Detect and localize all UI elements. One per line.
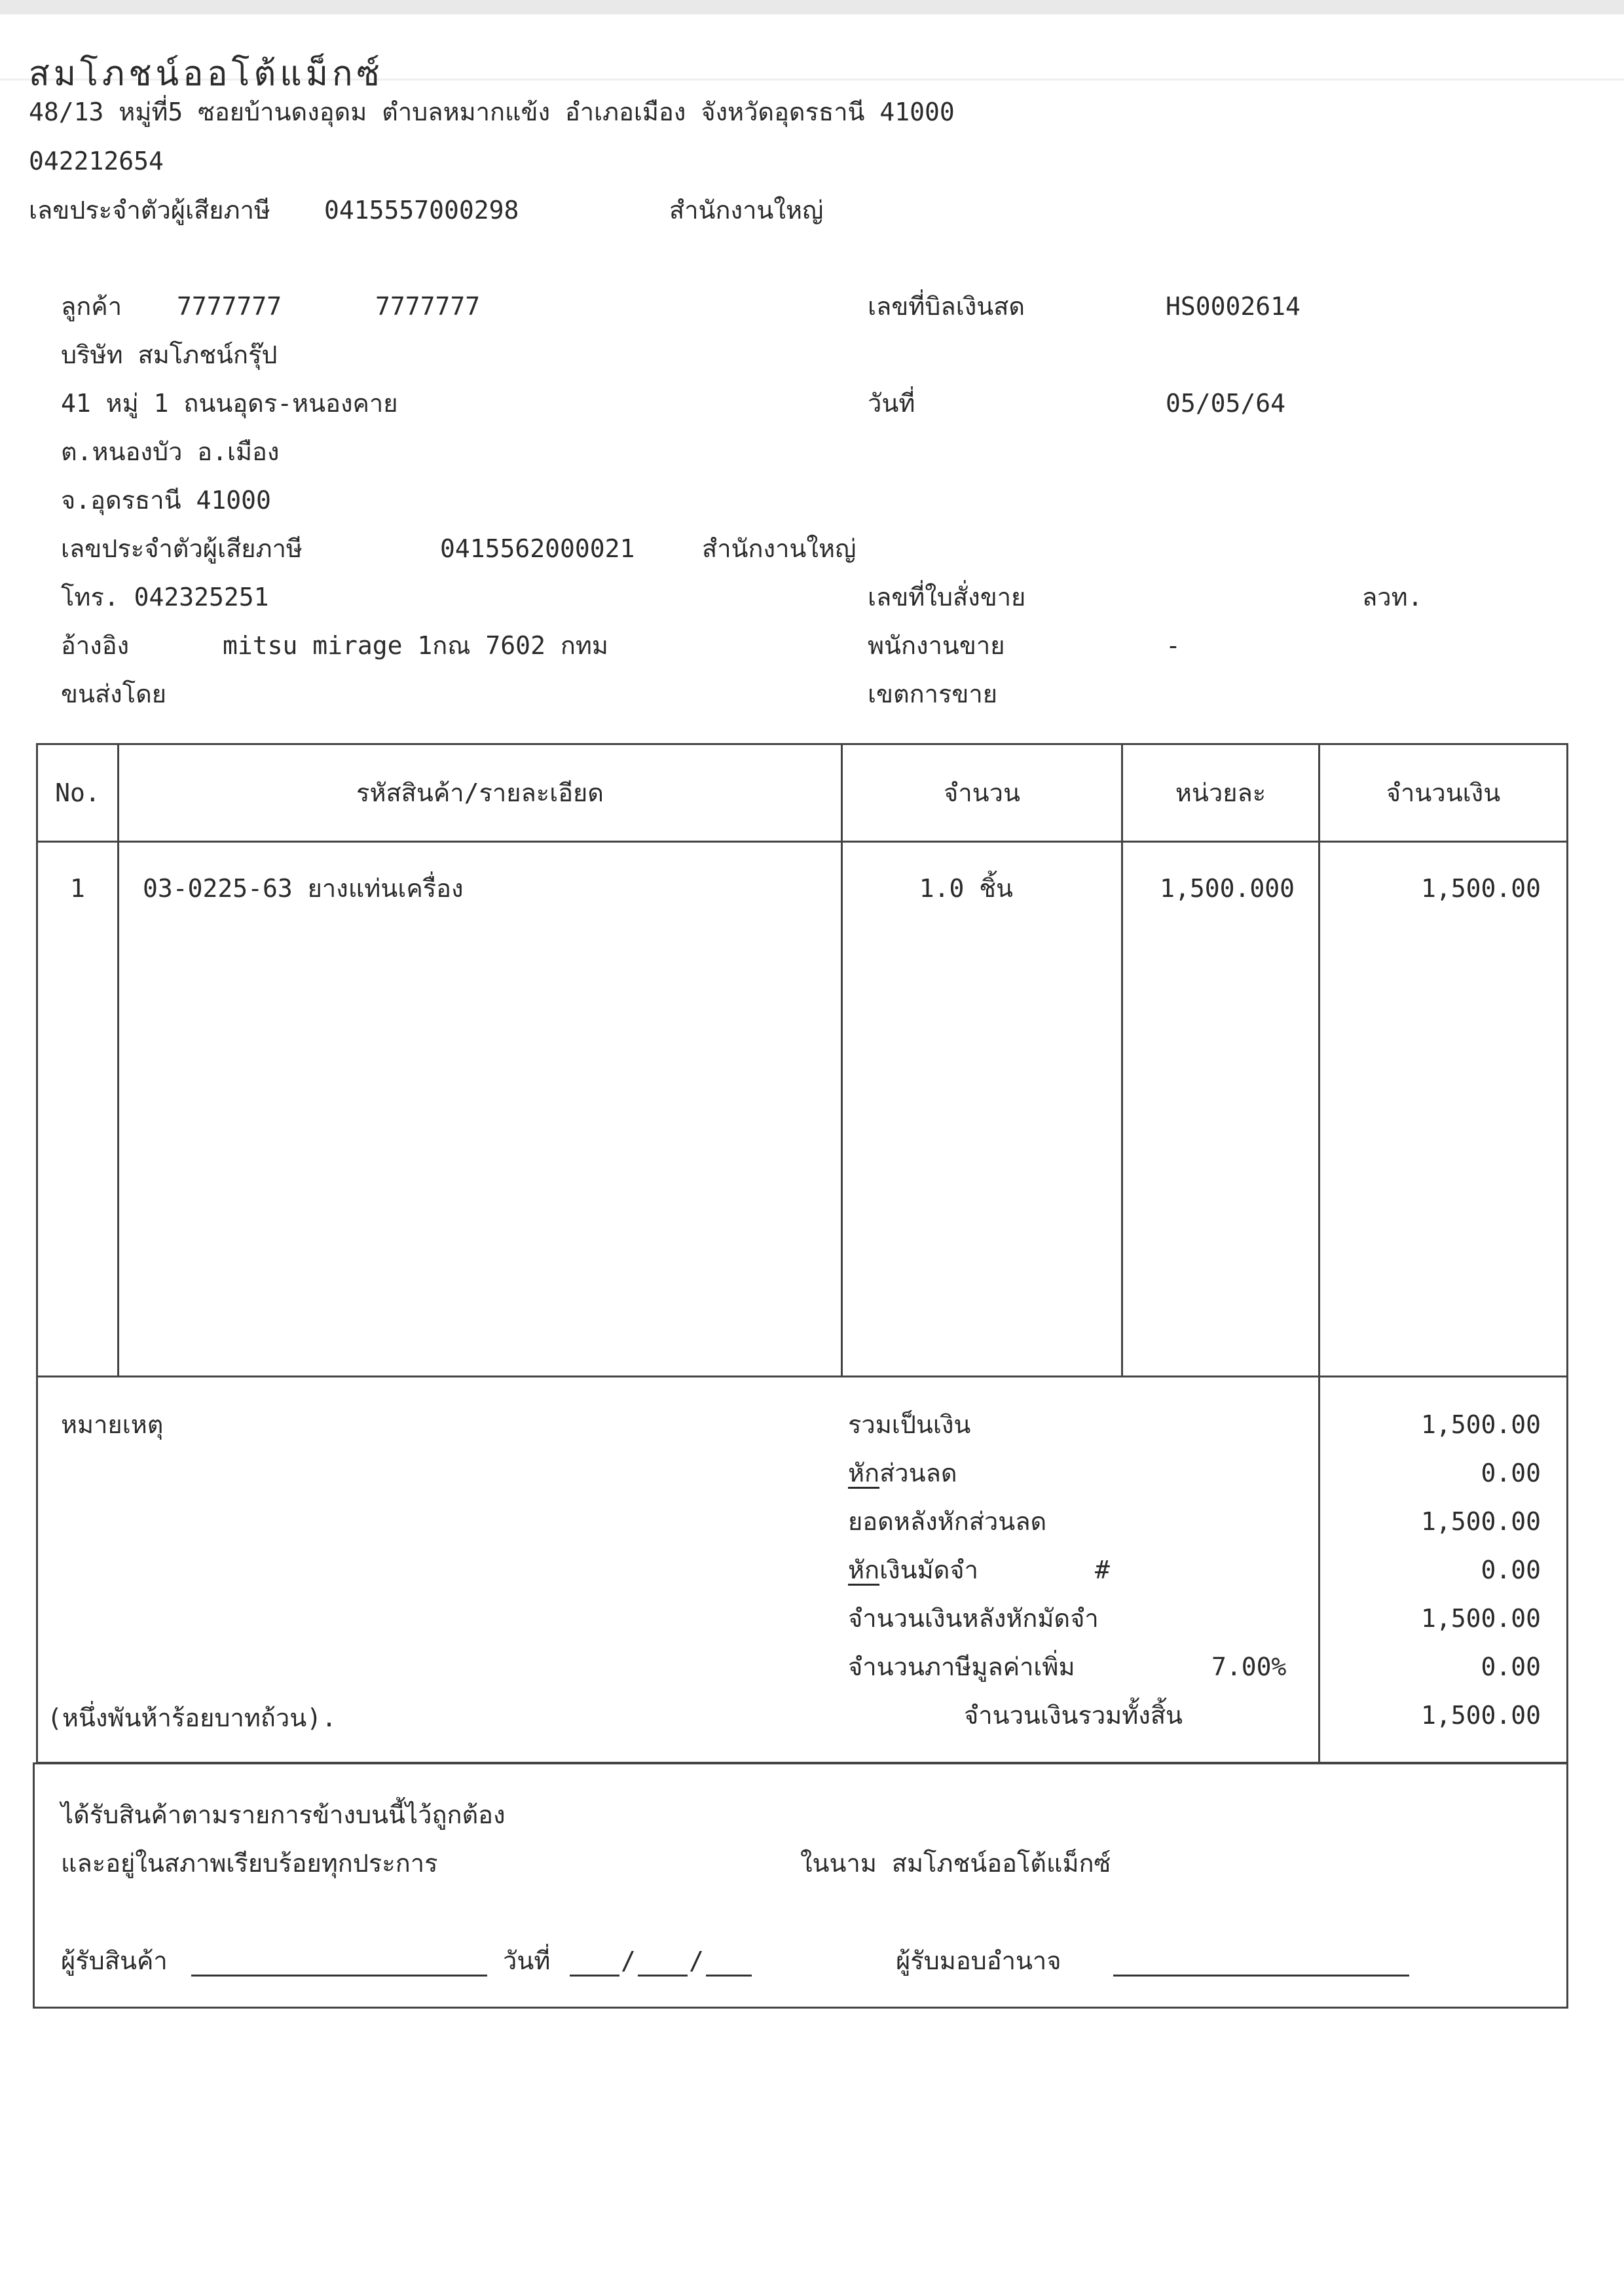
date-slash-2: / — [689, 1946, 704, 1975]
header-unit-price: หน่วยละ — [1175, 778, 1266, 807]
received-line-1: ได้รับสินค้าตามรายการข้างบนนี้ไว้ถูกต้อง — [61, 1800, 506, 1829]
subtotal-value: 1,500.00 — [1420, 1410, 1541, 1439]
seller-tax-id-label: เลขประจำตัวผู้เสียภาษี — [29, 196, 270, 225]
receiver-label: ผู้รับสินค้า — [61, 1946, 168, 1975]
customer-phone: โทร. 042325251 — [61, 583, 269, 611]
customer-address-2: ต.หนองบัว อ.เมือง — [61, 437, 280, 466]
col-divider-1 — [117, 743, 119, 1376]
seller-name: สมโภชน์ออโต้แม็กซ์ — [29, 54, 384, 94]
customer-ref: mitsu mirage 1กณ 7602 กทม — [223, 631, 608, 660]
sales-order-value: ลวท. — [1362, 583, 1423, 611]
header-no: No. — [55, 778, 100, 807]
note-label: หมายเหตุ — [61, 1410, 164, 1439]
col-divider-3 — [1121, 743, 1123, 1376]
customer-ship-label: ขนส่งโดย — [61, 680, 167, 708]
customer-label: ลูกค้า — [61, 292, 122, 321]
seller-address: 48/13 หมู่ที่5 ซอยบ้านดงอุดม ตำบลหมากแข้ง อำเภอเมือง จังหวัดอุดรธานี 41000 — [29, 98, 955, 126]
discount-label: หักส่วนลด — [848, 1459, 957, 1487]
discount-value: 0.00 — [1481, 1459, 1541, 1487]
date-value: 05/05/64 — [1166, 389, 1286, 418]
sales-order-label: เลขที่ใบสั่งขาย — [868, 583, 1026, 611]
customer-tax-id-label: เลขประจำตัวผู้เสียภาษี — [61, 534, 303, 563]
receiver-signature-line — [191, 1955, 487, 1977]
vat-label: จำนวนภาษีมูลค่าเพิ่ม — [848, 1652, 1075, 1681]
deposit-hash: # — [1095, 1556, 1110, 1584]
deposit-label: หักเงินมัดจำ — [848, 1556, 978, 1584]
on-behalf: ในนาม สมโภชน์ออโต้แม็กซ์ — [800, 1849, 1111, 1878]
seller-tax-id: 0415557000298 — [324, 196, 519, 225]
customer-branch: สำนักงานใหญ่ — [702, 534, 857, 563]
date-label: วันที่ — [868, 389, 915, 418]
amount-in-words: (หนึ่งพันห้าร้อยบาทถ้วน). — [47, 1704, 337, 1732]
customer-ref-label: อ้างอิง — [61, 631, 130, 660]
row-amount: 1,500.00 — [1420, 874, 1541, 903]
date-day-line — [570, 1955, 619, 1977]
bill-no-label: เลขที่บิลเงินสด — [868, 292, 1025, 321]
authorized-label: ผู้รับมอบอำนาจ — [896, 1946, 1061, 1975]
scan-edge — [0, 0, 1624, 14]
authorized-signature-line — [1113, 1955, 1409, 1977]
after-discount-value: 1,500.00 — [1420, 1507, 1541, 1536]
table-header-divider — [36, 841, 1568, 843]
salesperson-label: พนักงานขาย — [868, 631, 1005, 660]
customer-code-2: 7777777 — [375, 292, 481, 321]
salesperson-value: - — [1166, 631, 1181, 660]
deposit-value: 0.00 — [1481, 1556, 1541, 1584]
vat-rate: 7.00% — [1211, 1652, 1287, 1681]
date-year-line — [706, 1955, 752, 1977]
customer-name: บริษัท สมโภชน์กรุ๊ป — [61, 340, 278, 369]
header-description: รหัสสินค้า/รายละเอียด — [356, 778, 604, 807]
row-no: 1 — [70, 874, 85, 903]
received-line-2: และอยู่ในสภาพเรียบร้อยทุกประการ — [61, 1849, 438, 1878]
vat-value: 0.00 — [1481, 1652, 1541, 1681]
seller-phone: 042212654 — [29, 147, 164, 175]
customer-address-3: จ.อุดรธานี 41000 — [61, 486, 271, 515]
header-quantity: จำนวน — [944, 778, 1020, 807]
seller-branch: สำนักงานใหญ่ — [669, 196, 824, 225]
header-amount: จำนวนเงิน — [1386, 778, 1501, 807]
after-deposit-label: จำนวนเงินหลังหักมัดจำ — [848, 1604, 1099, 1633]
customer-code: 7777777 — [177, 292, 282, 321]
total-value: 1,500.00 — [1420, 1701, 1541, 1730]
total-label: จำนวนเงินรวมทั้งสิ้น — [964, 1701, 1183, 1730]
sales-area-label: เขตการขาย — [868, 680, 997, 708]
row-unit-price: 1,500.000 — [1160, 874, 1295, 903]
customer-tax-id: 0415562000021 — [440, 534, 635, 563]
after-deposit-value: 1,500.00 — [1420, 1604, 1541, 1633]
row-description: 03-0225-63 ยางแท่นเครื่อง — [143, 874, 464, 903]
subtotal-label: รวมเป็นเงิน — [848, 1410, 971, 1439]
col-divider-2 — [841, 743, 843, 1376]
date-month-line — [638, 1955, 688, 1977]
table-body-divider — [36, 1376, 1568, 1377]
customer-address-1: 41 หมู่ 1 ถนนอุดร-หนองคาย — [61, 389, 398, 418]
date-slash-1: / — [621, 1946, 636, 1975]
after-discount-label: ยอดหลังหักส่วนลด — [848, 1507, 1047, 1536]
row-quantity: 1.0 ชิ้น — [919, 874, 1013, 903]
receiver-date-label: วันที่ — [503, 1946, 551, 1975]
bill-no: HS0002614 — [1166, 292, 1301, 321]
